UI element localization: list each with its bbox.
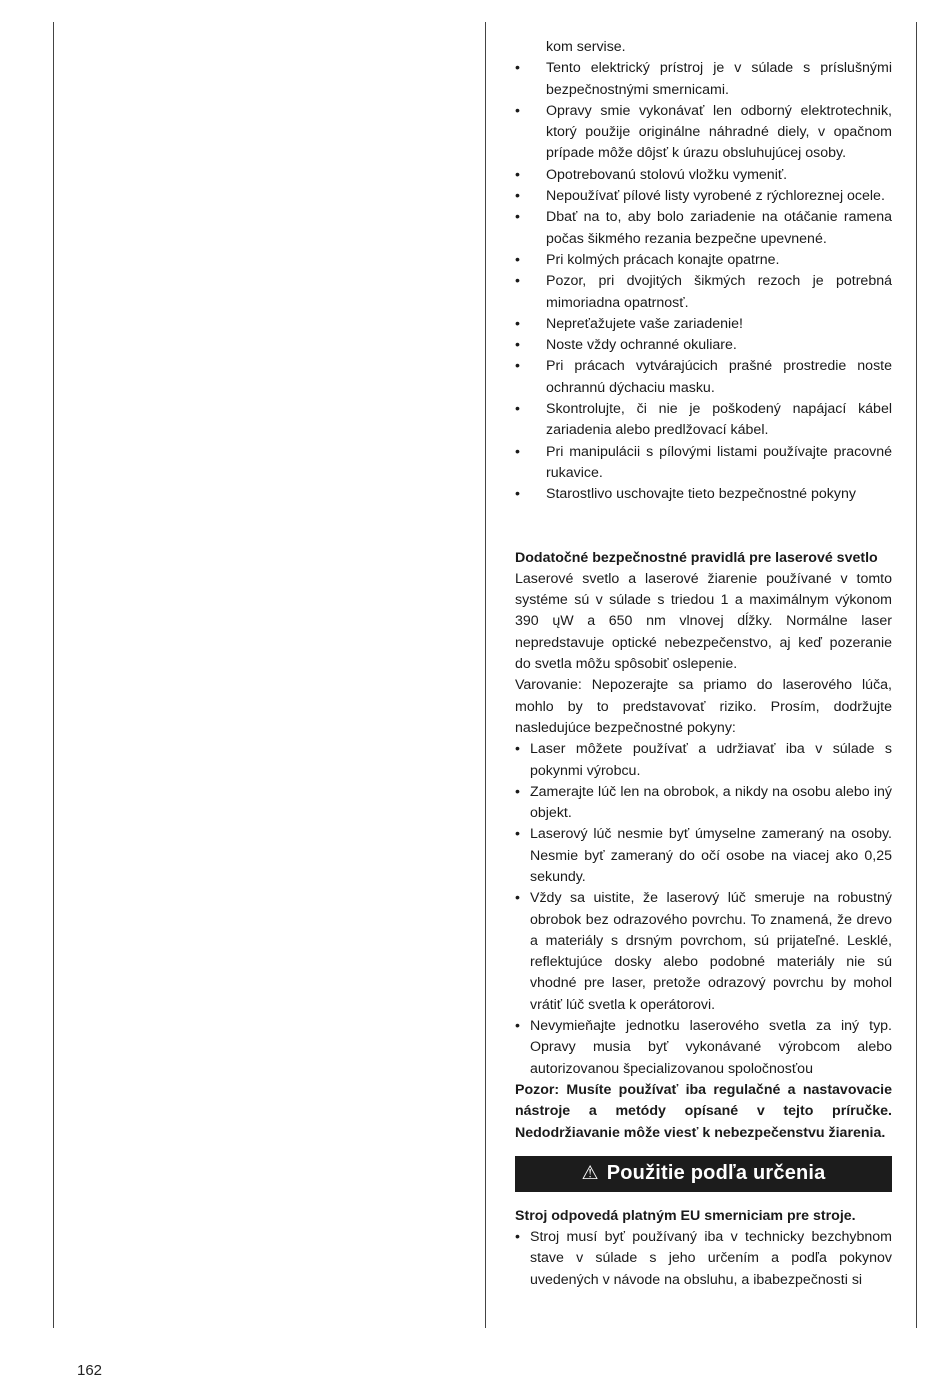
list-item-text: Vždy sa uistite, že laserový lúč smeruje na robustný obrobok bez odrazového povrchu. To znamená, že drevo a materiály s drsným povrchom, sú prijateľné. Lesklé, reflektujúce dosky alebo podobné materiály nie sú vhodné pre laser, pretože odrazový povrchu by mohol vrátiť lúč svetla k operátorovi.: [530, 890, 892, 1013]
list-item-text: Laser môžete používať a udržiavať iba v súlade s pokynmi výrobcu.: [530, 741, 892, 779]
list-item: [515, 250, 892, 271]
bullet-icon: •: [515, 315, 520, 332]
list-item-text: Opotrebovanú stolovú vložku vymeniť.: [546, 166, 788, 183]
bullet-icon: •: [515, 337, 520, 354]
banner-title: Použitie podľa určenia: [606, 1162, 826, 1185]
list-item: [515, 101, 892, 165]
bullet-icon: •: [515, 783, 520, 800]
intended-use-banner: [515, 1156, 892, 1192]
laser-warning: Varovanie: Nepozerajte sa priamo do laserového lúča, mohlo by to predstavovať riziko. Prosím, dodržujte nasledujúce bezpečnostné pokyny:: [515, 677, 892, 736]
list-item-text: Pri prácach vytvárajúcich prašné prostredie noste ochrannú dýchaciu masku.: [546, 358, 892, 396]
list-item-text: kom servise.: [546, 39, 626, 55]
bullet-icon: •: [515, 273, 520, 290]
bullet-icon: •: [515, 188, 520, 205]
bullet-icon: •: [515, 251, 520, 268]
list-item: [515, 314, 892, 335]
bullet-icon: •: [515, 1229, 520, 1246]
safety-bullet-list: [515, 37, 892, 506]
warning-triangle-icon: ⚠: [581, 1163, 599, 1185]
list-item: [515, 37, 892, 58]
bullet-icon: •: [515, 166, 520, 183]
list-item-text: Skontrolujte, či nie je poškodený napájací kábel zariadenia alebo predlžovací kábel.: [546, 401, 892, 439]
list-item: [515, 739, 892, 782]
list-item: [515, 207, 892, 250]
list-item: [515, 1016, 892, 1080]
bullet-icon: •: [515, 890, 520, 907]
list-item: [515, 782, 892, 825]
list-item-text: Laserový lúč nesmie byť úmyselne zameraný na osoby. Nesmie byť zameraný do očí osobe na viacej ako 0,25 sekundy.: [530, 826, 892, 885]
bullet-icon: •: [515, 60, 520, 77]
intended-use-bullet-list: [515, 1227, 892, 1291]
list-item: [515, 888, 892, 1016]
left-column-rule: [53, 22, 54, 1328]
list-item: [515, 399, 892, 442]
bullet-icon: •: [515, 1018, 520, 1035]
list-item: [515, 824, 892, 888]
bullet-icon: •: [515, 102, 520, 119]
list-item-text: Nevymieňajte jednotku laserového svetla za iný typ. Opravy musia byť vykonávané výrobcom alebo autorizovanou špecializovanou spoločnosťou: [530, 1018, 892, 1077]
bullet-icon: •: [515, 443, 520, 460]
bullet-icon: •: [515, 486, 520, 503]
list-item-text: Pri kolmých prácach konajte opatrne.: [546, 251, 780, 268]
list-item: [515, 356, 892, 399]
intended-use-lead: Stroj odpovedá platným EU smerniciam pre stroje.: [515, 1207, 856, 1224]
bullet-icon: •: [515, 401, 520, 418]
list-item-text: Nepoužívať pílové listy vyrobené z rýchloreznej ocele.: [546, 188, 885, 205]
bullet-icon: •: [515, 741, 520, 758]
bullet-icon: •: [515, 358, 520, 375]
bullet-icon: •: [515, 826, 520, 843]
page-number: 162: [77, 1362, 103, 1379]
list-item: [515, 271, 892, 314]
laser-heading: Dodatočné bezpečnostné pravidlá pre laserové svetlo: [515, 549, 878, 566]
laser-intro: Laserové svetlo a laserové žiarenie používané v tomto systéme sú v súlade s triedou 1 a maximálnym výkonom 390 ųW a 650 nm vlnovej dĺžky. Normálne laser nepredstavuje optické nebezpečenstvo, aj keď pozeranie do svetla môžu spôsobiť oslepenie.: [515, 570, 892, 673]
list-item-text: Dbať na to, aby bolo zariadenie na otáčanie ramena počas šikmého rezania bezpečne upevnené.: [546, 209, 892, 247]
list-item: [515, 165, 892, 186]
list-item-text: Zamerajte lúč len na obrobok, a nikdy na osobu alebo iný objekt.: [530, 783, 892, 822]
list-item-text: Starostlivo uschovajte tieto bezpečnostné pokyny: [546, 486, 856, 503]
list-item-text: Pozor, pri dvojitých šikmých rezoch je potrebná mimoriadna opatrnosť.: [546, 273, 892, 311]
laser-caution: Pozor: Musíte používať iba regulačné a nastavovacie nástroje a metódy opísané v tejto príručke. Nedodržiavanie môže viesť k nebezpečenstvu žiarenia.: [515, 1081, 892, 1141]
bullet-icon: •: [515, 209, 520, 226]
list-item-text: Nepreťažujete vaše zariadenie!: [546, 315, 743, 332]
list-item: [515, 186, 892, 207]
list-item: [515, 58, 892, 101]
list-item: [515, 335, 892, 356]
list-item: [515, 442, 892, 485]
list-item-text: Pri manipulácii s pílovými listami používajte pracovné rukavice.: [546, 443, 892, 481]
list-item-text: Tento elektrický prístroj je v súlade s príslušnými bezpečnostnými smernicami.: [546, 60, 892, 98]
right-column-rule: [916, 22, 917, 1328]
list-item-text: Opravy smie vykonávať len odborný elektrotechnik, ktorý použije originálne náhradné diely, v opačnom prípade môže dôjsť k úrazu obsluhujúcej osoby.: [546, 102, 892, 162]
list-item: [515, 484, 892, 505]
right-text-column: [515, 37, 892, 1291]
list-item-text: Stroj musí byť používaný iba v technicky bezchybnom stave v súlade s jeho určením a podľa pokynov uvedených v návode na obsluhu, a ibabezpečnosti si: [530, 1229, 892, 1288]
list-item: [515, 1227, 892, 1291]
laser-bullet-list: [515, 739, 892, 1080]
list-item-text: Noste vždy ochranné okuliare.: [546, 337, 737, 354]
middle-column-rule: [485, 22, 486, 1328]
